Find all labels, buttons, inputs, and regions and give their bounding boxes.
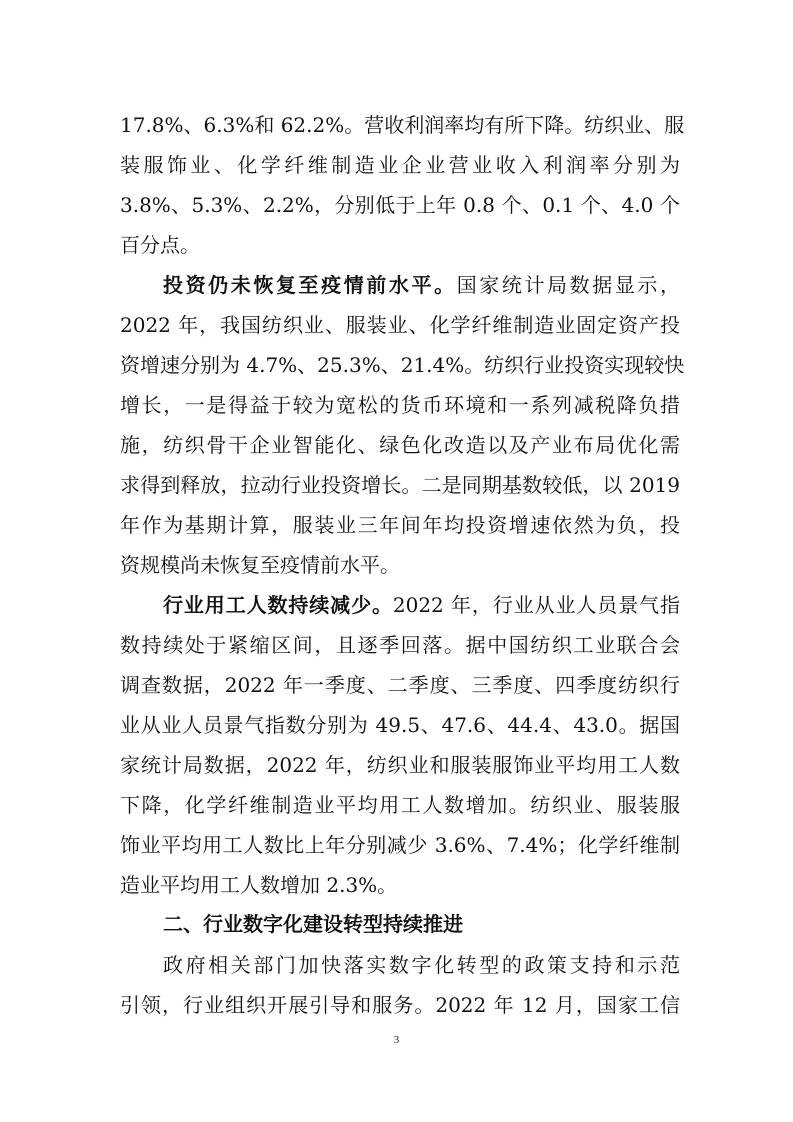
paragraph-line: 饰业平均用工人数比上年分别减少 3.6%、7.4%；化学纤维制 [120,833,680,857]
paragraph-line: 下降，化学纤维制造业平均用工人数增加。纺织业、服装服 [120,793,680,817]
paragraph-first-line [163,269,680,301]
paragraph-line: 数持续处于紧缩区间，且逐季回落。据中国纺织工业联合会 [120,633,680,657]
paragraph-first-line [163,589,680,621]
paragraph-line: 增长，一是得益于较为宽松的货币环境和一系列减税降负措 [120,393,680,417]
paragraph-line: 资规模尚未恢复至疫情前水平。 [120,553,400,577]
page-number: 3 [393,1034,400,1046]
paragraph-line: 求得到释放，拉动行业投资增长。二是同期基数较低，以 2019 [120,473,680,497]
paragraph-lead-heading: 行业用工人数持续减少。 [163,593,393,617]
paragraph-line: 装服饰业、化学纤维制造业企业营业收入利润率分别为 [120,153,680,177]
paragraph-line: 百分点。 [120,233,200,257]
paragraph-lead-heading: 投资仍未恢复至疫情前水平。 [163,273,457,297]
paragraph-first-line: 政府相关部门加快落实数字化转型的政策支持和示范 [163,953,680,977]
paragraph-line: 造业平均用工人数增加 2.3%。 [120,873,398,897]
paragraph-text: 2022 年，行业从业人员景气指 [392,593,680,617]
paragraph-line: 调查数据，2022 年一季度、二季度、三季度、四季度纺织行 [120,673,680,697]
paragraph-line: 2022 年，我国纺织业、服装业、化学纤维制造业固定资产投 [120,313,680,337]
paragraph-line: 17.8%、6.3%和 62.2%。营收利润率均有所下降。纺织业、服 [120,113,685,137]
paragraph-line: 3.8%、5.3%、2.2%，分别低于上年 0.8 个、0.1 个、4.0 个 [120,193,680,217]
paragraph-line: 家统计局数据，2022 年，纺织业和服装服饰业平均用工人数 [120,753,680,777]
section-heading: 二、行业数字化建设转型持续推进 [163,912,463,936]
paragraph-line: 年作为基期计算，服装业三年间年均投资增速依然为负，投 [120,513,680,537]
paragraph-line: 资增速分别为 4.7%、25.3%、21.4%。纺织行业投资实现较快 [120,353,685,377]
paragraph-line: 引领，行业组织开展引导和服务。2022 年 12 月，国家工信 [120,993,680,1017]
paragraph-line: 施，纺织骨干企业智能化、绿色化改造以及产业布局优化需 [120,433,680,457]
paragraph-text: 国家统计局数据显示， [456,273,681,297]
paragraph-line: 业从业人员景气指数分别为 49.5、47.6、44.4、43.0。据国 [120,713,680,737]
